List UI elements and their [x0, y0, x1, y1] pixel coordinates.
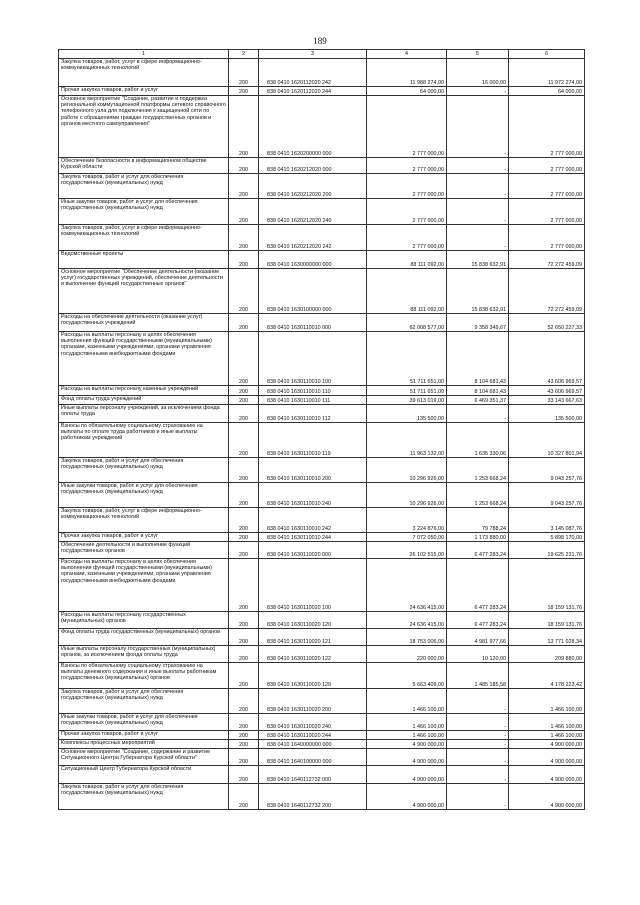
- row-planned-amount: 10 296 926,00: [367, 458, 447, 483]
- row-name: Основное мероприятие "Создание, содержание и развитие Ситуационного Центра Губернатора Курской области": [59, 749, 229, 766]
- table-row: [59, 612, 585, 629]
- row-planned-amount: 2 777 000,00: [367, 199, 447, 225]
- row-name: Закупка товаров, работ, услуг в сфере информационно-коммуникационных технологий: [59, 225, 229, 251]
- row-line-code: 200: [229, 199, 259, 225]
- row-budget-code: 838 0410 1630110010 244: [259, 533, 367, 542]
- row-remaining-amount: 43 606 969,57: [509, 386, 585, 396]
- row-budget-code: 838 0410 1630110020 000: [259, 542, 367, 559]
- row-budget-code: 838 0410 1630110010 200: [259, 458, 367, 483]
- row-remaining-amount: 2 777 000,00: [509, 174, 585, 199]
- row-planned-amount: 11 963 132,00: [367, 423, 447, 458]
- row-executed-amount: 4 981 977,66: [447, 629, 509, 646]
- row-budget-code: 838 0410 1630110010 240: [259, 483, 367, 508]
- row-budget-code: 838 0410 1630110010 100: [259, 332, 367, 386]
- row-planned-amount: 220 000,00: [367, 646, 447, 663]
- row-remaining-amount: 52 650 227,33: [509, 314, 585, 332]
- row-name: Расходы на выплаты персоналу казенных учреждений: [59, 386, 229, 396]
- row-executed-amount: 9 358 349,67: [447, 314, 509, 332]
- row-name: Обеспечение деятельности и выполнение функций государственных органов: [59, 542, 229, 559]
- row-budget-code: 838 0410 1620212020 242: [259, 225, 367, 251]
- row-executed-amount: 16 000,00: [447, 59, 509, 87]
- row-planned-amount: 11 988 274,00: [367, 59, 447, 87]
- table-row: [59, 663, 585, 689]
- row-executed-amount: 1 635 330,06: [447, 423, 509, 458]
- row-line-code: 200: [229, 405, 259, 423]
- row-planned-amount: 7 072 050,00: [367, 533, 447, 542]
- row-budget-code: 838 0410 1620200000 000: [259, 96, 367, 158]
- row-line-code: 200: [229, 533, 259, 542]
- row-line-code: 200: [229, 251, 259, 269]
- row-planned-amount: 24 636 415,00: [367, 612, 447, 629]
- row-line-code: 200: [229, 225, 259, 251]
- row-name: Ситуационный Центр Губернатора Курской области: [59, 766, 229, 784]
- row-remaining-amount: 135 500,00: [509, 405, 585, 423]
- row-line-code: 200: [229, 386, 259, 396]
- row-executed-amount: 1 173 880,00: [447, 533, 509, 542]
- table-row: [59, 784, 585, 810]
- row-executed-amount: -: [447, 225, 509, 251]
- row-remaining-amount: 2 777 000,00: [509, 199, 585, 225]
- row-planned-amount: 4 900 000,00: [367, 749, 447, 766]
- row-budget-code: 838 0410 1630110010 242: [259, 508, 367, 533]
- row-budget-code: 838 0410 1630110010 111: [259, 396, 367, 405]
- row-name: Закупка товаров, работ и услуг для обеспечения государственных (муниципальных) нужд: [59, 458, 229, 483]
- row-executed-amount: 1 253 668,24: [447, 458, 509, 483]
- table-row: [59, 269, 585, 314]
- row-line-code: 200: [229, 731, 259, 740]
- table-row: [59, 405, 585, 423]
- row-line-code: 200: [229, 612, 259, 629]
- row-remaining-amount: 11 972 274,00: [509, 59, 585, 87]
- table-row: [59, 96, 585, 158]
- row-line-code: 200: [229, 749, 259, 766]
- row-planned-amount: 62 008 577,00: [367, 314, 447, 332]
- row-name: Закупка товаров, работ и услуг для обеспечения государственных (муниципальных) нужд: [59, 689, 229, 714]
- row-budget-code: 838 0410 1630110010 000: [259, 314, 367, 332]
- row-executed-amount: 1 253 668,24: [447, 483, 509, 508]
- table-row: [59, 646, 585, 663]
- row-name: Взносы по обязательному социальному страхованию на выплаты по оплате труда работников и иные выплаты работникам учреждений: [59, 423, 229, 458]
- row-line-code: 200: [229, 158, 259, 174]
- row-remaining-amount: 1 466 100,00: [509, 714, 585, 731]
- row-executed-amount: -: [447, 87, 509, 96]
- table-row: [59, 508, 585, 533]
- row-executed-amount: 15 838 632,91: [447, 269, 509, 314]
- table-row: [59, 749, 585, 766]
- row-name: Обеспечение безопасности в информационном обществе Курской области: [59, 158, 229, 174]
- row-budget-code: 838 0410 1620112020 242: [259, 59, 367, 87]
- table-row: [59, 483, 585, 508]
- row-line-code: 200: [229, 314, 259, 332]
- row-planned-amount: 4 900 000,00: [367, 784, 447, 810]
- row-remaining-amount: 9 043 257,76: [509, 483, 585, 508]
- row-executed-amount: -: [447, 784, 509, 810]
- header-col-2: 2: [229, 50, 259, 59]
- row-remaining-amount: 2 777 000,00: [509, 158, 585, 174]
- row-name: Иные закупки товаров, работ и услуг для обеспечения государственных (муниципальных) нужд: [59, 199, 229, 225]
- row-remaining-amount: 5 898 170,00: [509, 533, 585, 542]
- header-col-5: 5: [447, 50, 509, 59]
- row-executed-amount: -: [447, 714, 509, 731]
- row-name: Расходы на выплаты персоналу в целях обеспечения выполнения функций государственными (муниципальными) органами, казенными учреждениями, органами управления государственными внебюджетными фондами: [59, 332, 229, 386]
- row-name: Фонд оплаты труда государственных (муниципальных) органов: [59, 629, 229, 646]
- table-row: [59, 332, 585, 386]
- row-name: Прочая закупка товаров, работ и услуг: [59, 87, 229, 96]
- row-planned-amount: 51 711 651,00: [367, 332, 447, 386]
- row-executed-amount: 15 838 632,91: [447, 251, 509, 269]
- row-planned-amount: 24 636 415,00: [367, 559, 447, 612]
- row-line-code: 200: [229, 714, 259, 731]
- table-row: [59, 714, 585, 731]
- row-budget-code: 838 0410 1630110020 200: [259, 689, 367, 714]
- row-remaining-amount: 2 777 000,00: [509, 225, 585, 251]
- row-remaining-amount: 4 900 000,00: [509, 766, 585, 784]
- header-col-6: 6: [509, 50, 585, 59]
- row-line-code: 200: [229, 458, 259, 483]
- header-col-1: 1: [59, 50, 229, 59]
- row-name: Комплексы процессных мероприятий: [59, 740, 229, 749]
- row-remaining-amount: 43 606 969,57: [509, 332, 585, 386]
- row-planned-amount: 2 777 000,00: [367, 96, 447, 158]
- row-name: Закупка товаров, работ и услуг для обеспечения государственных (муниципальных) нужд: [59, 174, 229, 199]
- row-budget-code: 838 0410 1630110020 120: [259, 612, 367, 629]
- table-row: [59, 731, 585, 740]
- row-line-code: 200: [229, 423, 259, 458]
- row-line-code: 200: [229, 87, 259, 96]
- row-executed-amount: -: [447, 405, 509, 423]
- row-executed-amount: -: [447, 96, 509, 158]
- row-line-code: 200: [229, 542, 259, 559]
- table-row: [59, 386, 585, 396]
- table-row: [59, 533, 585, 542]
- row-budget-code: 838 0410 1640112732 200: [259, 784, 367, 810]
- row-remaining-amount: 2 777 000,00: [509, 96, 585, 158]
- row-planned-amount: 2 777 000,00: [367, 225, 447, 251]
- row-budget-code: 838 0410 1630110020 100: [259, 559, 367, 612]
- row-line-code: 200: [229, 396, 259, 405]
- row-executed-amount: -: [447, 689, 509, 714]
- row-name: Закупка товаров, работ, услуг в сфере информационно-коммуникационных технологий: [59, 508, 229, 533]
- table-row: [59, 251, 585, 269]
- page-number: 189: [313, 36, 327, 46]
- row-name: Прочая закупка товаров, работ и услуг: [59, 731, 229, 740]
- table-row: [59, 396, 585, 405]
- table-row: [59, 629, 585, 646]
- row-budget-code: 838 0410 1640100000 000: [259, 749, 367, 766]
- table-row: [59, 87, 585, 96]
- row-name: Расходы на выплаты персоналу государственных (муниципальных) органов: [59, 612, 229, 629]
- row-executed-amount: 10 120,00: [447, 646, 509, 663]
- row-executed-amount: -: [447, 740, 509, 749]
- row-name: Иные выплаты персоналу учреждений, за исключением фонда оплаты труда: [59, 405, 229, 423]
- row-remaining-amount: 13 771 028,34: [509, 629, 585, 646]
- table-row: [59, 458, 585, 483]
- row-planned-amount: 10 296 926,00: [367, 483, 447, 508]
- row-remaining-amount: 4 900 000,00: [509, 740, 585, 749]
- table-row: [59, 689, 585, 714]
- row-planned-amount: 135 500,00: [367, 405, 447, 423]
- row-executed-amount: 79 788,24: [447, 508, 509, 533]
- row-remaining-amount: 33 143 667,63: [509, 396, 585, 405]
- row-budget-code: 838 0410 1630110010 112: [259, 405, 367, 423]
- table-row: [59, 59, 585, 87]
- row-line-code: 200: [229, 269, 259, 314]
- header-col-3: 3: [259, 50, 367, 59]
- row-remaining-amount: 9 043 257,76: [509, 458, 585, 483]
- row-budget-code: 838 0410 1620112020 244: [259, 87, 367, 96]
- row-executed-amount: -: [447, 766, 509, 784]
- row-name: Иные выплаты персоналу государственных (муниципальных) органов, за исключением фонда оплаты труда: [59, 646, 229, 663]
- row-budget-code: 838 0410 1620212020 000: [259, 158, 367, 174]
- row-planned-amount: 39 613 019,00: [367, 396, 447, 405]
- row-planned-amount: 1 466 100,00: [367, 731, 447, 740]
- row-executed-amount: 6 477 283,24: [447, 559, 509, 612]
- row-name: Расходы на обеспечение деятельности (оказание услуг) государственных учреждений: [59, 314, 229, 332]
- row-remaining-amount: 19 625 231,76: [509, 542, 585, 559]
- row-remaining-amount: 18 159 131,76: [509, 559, 585, 612]
- row-budget-code: 838 0410 1630100000 000: [259, 269, 367, 314]
- row-line-code: 200: [229, 646, 259, 663]
- row-budget-code: 838 0410 1630110010 110: [259, 386, 367, 396]
- table-row: [59, 766, 585, 784]
- row-remaining-amount: 1 466 100,00: [509, 689, 585, 714]
- row-executed-amount: 1 485 185,58: [447, 663, 509, 689]
- row-line-code: 200: [229, 784, 259, 810]
- row-budget-code: 838 0410 1630110020 122: [259, 646, 367, 663]
- row-planned-amount: 2 777 000,00: [367, 158, 447, 174]
- row-name: Основное мероприятие "Обеспечение деятельности (оказание услуг) государственных учреждений, обеспечение деятельности и выполнение функций государственных органов": [59, 269, 229, 314]
- row-line-code: 200: [229, 629, 259, 646]
- row-planned-amount: 1 466 100,00: [367, 714, 447, 731]
- row-line-code: 200: [229, 508, 259, 533]
- row-budget-code: 838 0410 1630000000 000: [259, 251, 367, 269]
- row-planned-amount: 88 111 092,00: [367, 251, 447, 269]
- header-row: [59, 50, 585, 59]
- row-remaining-amount: 3 145 087,76: [509, 508, 585, 533]
- table-row: [59, 559, 585, 612]
- row-name: Закупка товаров, работ, услуг в сфере информационно-коммуникационных технологий: [59, 59, 229, 87]
- header-col-4: 4: [367, 50, 447, 59]
- row-executed-amount: -: [447, 731, 509, 740]
- row-budget-code: 838 0410 1620212020 240: [259, 199, 367, 225]
- table-row: [59, 174, 585, 199]
- row-name: Иные закупки товаров, работ и услуг для обеспечения государственных (муниципальных) нужд: [59, 714, 229, 731]
- row-line-code: 200: [229, 174, 259, 199]
- table-row: [59, 314, 585, 332]
- row-planned-amount: 3 224 876,00: [367, 508, 447, 533]
- row-line-code: 200: [229, 740, 259, 749]
- row-planned-amount: 64 000,00: [367, 87, 447, 96]
- row-remaining-amount: 1 466 100,00: [509, 731, 585, 740]
- row-executed-amount: -: [447, 158, 509, 174]
- row-remaining-amount: 10 327 801,94: [509, 423, 585, 458]
- budget-table: [58, 49, 585, 810]
- table-row: [59, 740, 585, 749]
- row-executed-amount: 6 469 351,37: [447, 396, 509, 405]
- row-line-code: 200: [229, 96, 259, 158]
- table-row: [59, 423, 585, 458]
- row-name: Закупка товаров, работ и услуг для обеспечения государственных (муниципальных) нужд: [59, 784, 229, 810]
- row-line-code: 200: [229, 766, 259, 784]
- table-row: [59, 225, 585, 251]
- row-executed-amount: -: [447, 199, 509, 225]
- row-line-code: 200: [229, 559, 259, 612]
- row-budget-code: 838 0410 1630110010 119: [259, 423, 367, 458]
- row-planned-amount: 88 111 092,00: [367, 269, 447, 314]
- row-budget-code: 838 0410 1640000000 000: [259, 740, 367, 749]
- row-planned-amount: 51 711 651,00: [367, 386, 447, 396]
- row-budget-code: 838 0410 1620212020 200: [259, 174, 367, 199]
- table-row: [59, 158, 585, 174]
- row-planned-amount: 5 663 409,00: [367, 663, 447, 689]
- row-planned-amount: 4 900 000,00: [367, 740, 447, 749]
- row-name: Фонд оплаты труда учреждений: [59, 396, 229, 405]
- table-row: [59, 199, 585, 225]
- row-budget-code: 838 0410 1630110020 240: [259, 714, 367, 731]
- row-remaining-amount: 4 178 223,42: [509, 663, 585, 689]
- row-remaining-amount: 209 880,00: [509, 646, 585, 663]
- row-executed-amount: 6 477 283,24: [447, 542, 509, 559]
- row-line-code: 200: [229, 332, 259, 386]
- row-budget-code: 838 0410 1630110020 129: [259, 663, 367, 689]
- row-budget-code: 838 0410 1640112732 000: [259, 766, 367, 784]
- row-name: Основное мероприятие "Создание, развитие и поддержка региональной коммутационной платформы сетевого справочного телефонного узла для подключения к защищенной сети по работе с обращениями граждан государственных органов и органов местного самоуправления": [59, 96, 229, 158]
- row-executed-amount: -: [447, 749, 509, 766]
- row-planned-amount: 2 777 000,00: [367, 174, 447, 199]
- row-remaining-amount: 72 272 459,09: [509, 251, 585, 269]
- row-line-code: 200: [229, 59, 259, 87]
- row-name: Прочая закупка товаров, работ и услуг: [59, 533, 229, 542]
- row-planned-amount: 4 900 000,00: [367, 766, 447, 784]
- row-planned-amount: 1 466 100,00: [367, 689, 447, 714]
- row-line-code: 200: [229, 663, 259, 689]
- row-executed-amount: 8 104 681,43: [447, 386, 509, 396]
- row-remaining-amount: 64 000,00: [509, 87, 585, 96]
- row-name: Взносы по обязательному социальному страхованию на выплаты денежного содержания и иные выплаты работникам государственных (муниципальных) органов: [59, 663, 229, 689]
- row-executed-amount: -: [447, 174, 509, 199]
- table-row: [59, 542, 585, 559]
- row-remaining-amount: 72 272 459,09: [509, 269, 585, 314]
- row-line-code: 200: [229, 483, 259, 508]
- row-name: Расходы на выплаты персоналу в целях обеспечения выполнения функций государственными (муниципальными) органами, казенными учреждениями, органами управления государственными внебюджетными фондами: [59, 559, 229, 612]
- row-planned-amount: 18 753 006,00: [367, 629, 447, 646]
- row-remaining-amount: 4 900 000,00: [509, 749, 585, 766]
- row-executed-amount: 8 104 681,43: [447, 332, 509, 386]
- row-line-code: 200: [229, 689, 259, 714]
- row-remaining-amount: 18 159 131,76: [509, 612, 585, 629]
- row-executed-amount: 6 477 283,24: [447, 612, 509, 629]
- row-planned-amount: 26 102 515,00: [367, 542, 447, 559]
- row-name: Иные закупки товаров, работ и услуг для обеспечения государственных (муниципальных) нужд: [59, 483, 229, 508]
- row-budget-code: 838 0410 1630110020 121: [259, 629, 367, 646]
- row-name: Ведомственные проекты: [59, 251, 229, 269]
- row-remaining-amount: 4 900 000,00: [509, 784, 585, 810]
- row-budget-code: 838 0410 1630110020 244: [259, 731, 367, 740]
